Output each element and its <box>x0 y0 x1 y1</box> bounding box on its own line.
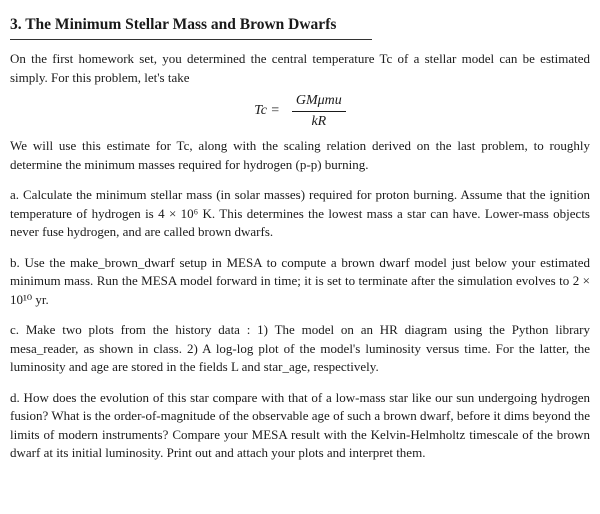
part-d-paragraph: d. How does the evolution of this star compare with that of a low-mass star like our sun undergoing hydrogen fusion? What is the order-of-magnitude of the observable age of such a brown dwarf, before it dims beyond the limits of modern instruments? Compare your MESA result with the Kelvin-Helmholtz timescale of the brown dwarf at its initial luminosity. Print out and attach your plots and interpret them. <box>10 389 590 460</box>
equation-denominator: kR <box>311 113 327 129</box>
equation-numerator: GMμmu <box>292 93 346 112</box>
title-underline <box>10 39 372 40</box>
problem-title: 3. The Minimum Stellar Mass and Brown Dwarfs <box>10 16 337 33</box>
intro-paragraph: On the first homework set, you determined the central temperature Tc of a stellar model can be estimated simply. For this problem, let's take <box>10 51 590 85</box>
equation-lhs: Tc = <box>254 103 280 118</box>
part-c-paragraph: c. Make two plots from the history data : 1) The model on an HR diagram using the Python library mesa_reader, as shown in class. 2) A log-log plot of the model's luminosity versus time. For the latter, the luminosity and age are stored in the fields L and star_age, respectively. <box>10 322 590 374</box>
central-temperature-equation <box>10 89 590 133</box>
part-a-paragraph: a. Calculate the minimum stellar mass (in solar masses) required for proton burning. Assume that the ignition temperature of hydrogen is 4 × 10⁶ K. This determines the lowest mass a star can have. Lower-mass objects never fuse hydrogen, and are called brown dwarfs. <box>10 187 590 239</box>
equation-fraction <box>292 93 346 130</box>
part-b-paragraph: b. Use the make_brown_dwarf setup in MESA to compute a brown dwarf model just below your estimated minimum mass. Run the MESA model forward in time; it is set to terminate after the simulation evolves to 2 × 10¹⁰ yr. <box>10 254 590 307</box>
after-equation-paragraph: We will use this estimate for Tc, along with the scaling relation derived on the last problem, to roughly determine the minimum masses required for hydrogen (p-p) burning. <box>10 138 590 172</box>
